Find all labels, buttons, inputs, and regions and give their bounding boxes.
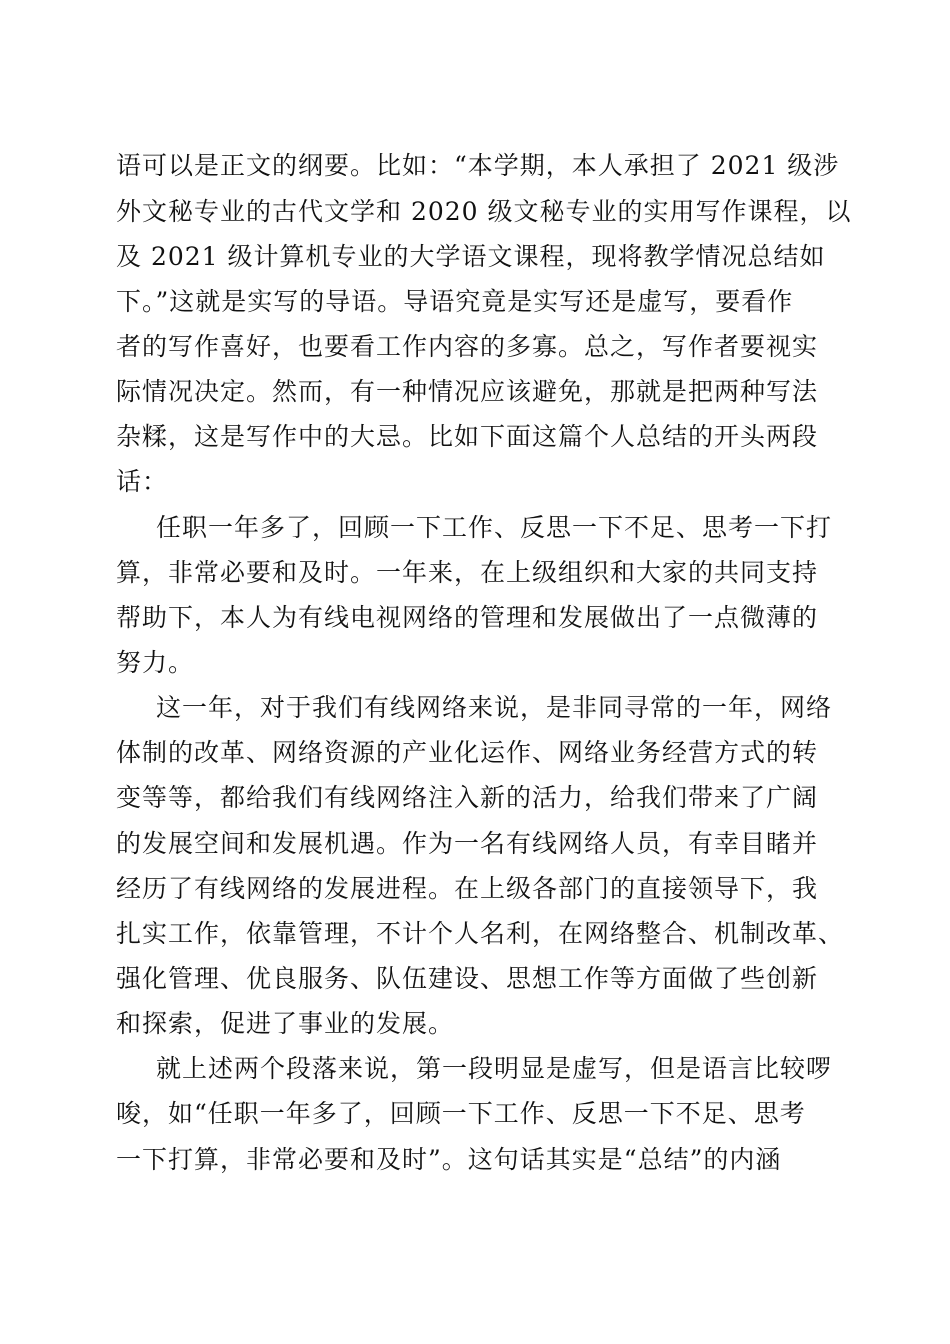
text-line: 及 2021 级计算机专业的大学语文课程，现将教学情况总结如	[116, 242, 826, 271]
text-line: 下。”这就是实写的导语。导语究竟是实写还是虚写，要看作	[116, 287, 794, 316]
text-line: 努力。	[116, 648, 195, 677]
paragraph-first-line: 任职一年多了，回顾一下工作、反思一下不足、思考一下打	[156, 513, 833, 542]
text-line: 扎实工作，依靠管理，不计个人名利，在网络整合、机制改革、	[116, 919, 845, 948]
text-line: 外文秘专业的古代文学和 2020 级文秘专业的实用写作课程，以	[116, 197, 852, 226]
text-line: 体制的改革、网络资源的产业化运作、网络业务经营方式的转	[116, 738, 819, 767]
text-line: 唆，如“任职一年多了，回顾一下工作、反思一下不足、思考	[116, 1099, 806, 1128]
text-line: 经历了有线网络的发展进程。在上级各部门的直接领导下，我	[116, 874, 819, 903]
text-line: 强化管理、优良服务、队伍建设、思想工作等方面做了些创新	[116, 964, 819, 993]
text-line: 际情况决定。然而，有一种情况应该避免，那就是把两种写法	[116, 377, 819, 406]
text-line: 的发展空间和发展机遇。作为一名有线网络人员，有幸目睹并	[116, 829, 819, 858]
text-line: 算，非常必要和及时。一年来，在上级组织和大家的共同支持	[116, 558, 819, 587]
text-line: 语可以是正文的纲要。比如：“本学期，本人承担了 2021 级涉	[116, 151, 840, 180]
text-line: 帮助下，本人为有线电视网络的管理和发展做出了一点微薄的	[116, 603, 819, 632]
text-line: 话：	[116, 467, 169, 496]
text-line: 杂糅，这是写作中的大忌。比如下面这篇个人总结的开头两段	[116, 422, 819, 451]
text-line: 变等等，都给我们有线网络注入新的活力，给我们带来了广阔	[116, 783, 819, 812]
text-line: 者的写作喜好，也要看工作内容的多寡。总之，写作者要视实	[116, 332, 819, 361]
text-line: 和探索，促进了事业的发展。	[116, 1009, 455, 1038]
text-line: 一下打算，非常必要和及时”。这句话其实是“总结”的内涵	[116, 1145, 782, 1174]
paragraph-first-line: 就上述两个段落来说，第一段明显是虚写，但是语言比较啰	[156, 1054, 833, 1083]
paragraph-first-line: 这一年，对于我们有线网络来说，是非同寻常的一年，网络	[156, 693, 833, 722]
